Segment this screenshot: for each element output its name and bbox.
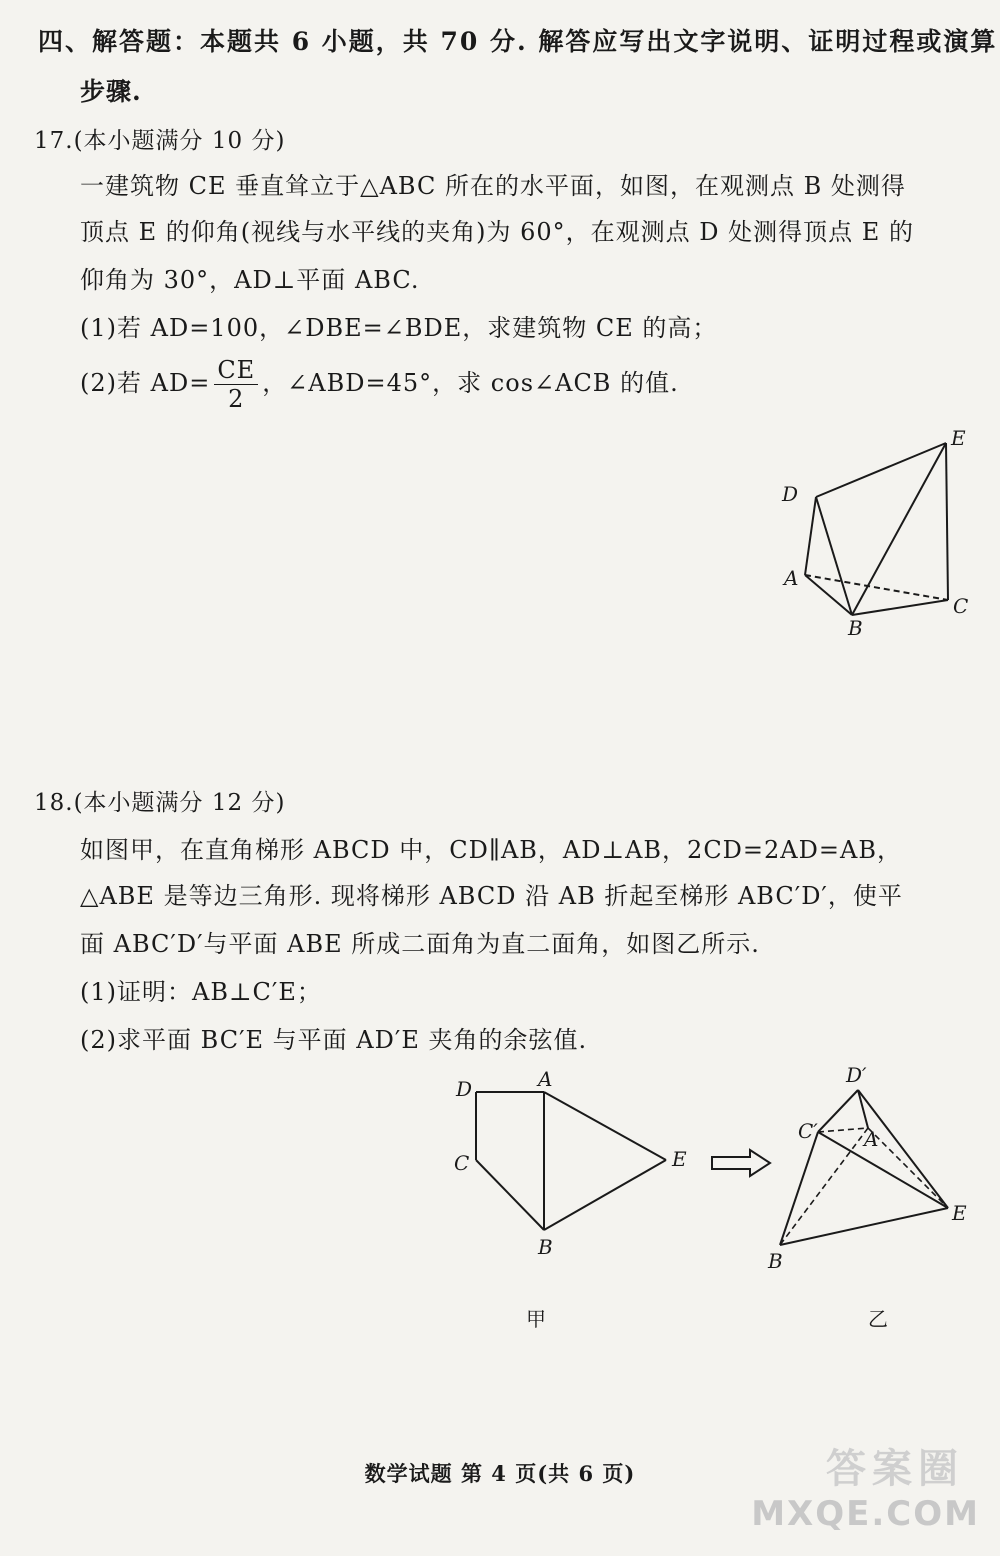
- yi-label-a: A: [864, 1127, 879, 1151]
- q17-part2: [80, 356, 679, 413]
- watermark-logo: 答案圈: [826, 1446, 964, 1492]
- caption-yi: 乙: [868, 1307, 888, 1331]
- q17-label-c: C: [953, 594, 969, 618]
- q18-header: [34, 784, 285, 817]
- q17-line1: 一建筑物 CE 垂直耸立于△ABC 所在的水平面，如图，在观测点 B 处测得: [80, 172, 906, 200]
- jia-label-d: D: [456, 1077, 473, 1101]
- yi-label-e: E: [952, 1201, 967, 1225]
- q17-part2-post: ，∠ABD=45°，求 cos∠ACB 的值.: [262, 369, 679, 397]
- jia-label-a: A: [538, 1067, 553, 1091]
- q17-label-d: D: [782, 482, 799, 506]
- caption-jia: 甲: [526, 1307, 546, 1331]
- yi-label-b: B: [768, 1249, 783, 1273]
- jia-label-e: E: [672, 1147, 687, 1171]
- q17-label-b: B: [848, 616, 863, 640]
- section-heading-cont: 步骤.: [80, 77, 142, 106]
- q17-label-e: E: [951, 426, 966, 450]
- q18-number: 18.: [34, 790, 74, 816]
- yi-label-d: D′: [846, 1063, 867, 1087]
- q17-number: 17.: [34, 128, 74, 154]
- section-heading: 四、解答题：本题共 6 小题，共 70 分. 解答应写出文字说明、证明过程或演算: [38, 27, 998, 56]
- q17-figure: [770, 425, 990, 640]
- jia-label-c: C: [454, 1151, 470, 1175]
- q17-frac-den: 2: [228, 385, 245, 413]
- q17-line2: 顶点 E 的仰角(视线与水平线的夹角)为 60°，在观测点 D 处测得顶点 E 的: [80, 218, 914, 246]
- jia-label-b: B: [538, 1235, 553, 1259]
- q17-score: (本小题满分 10 分): [73, 128, 286, 154]
- q18-part2: (2)求平面 BC′E 与平面 AD′E 夹角的余弦值.: [80, 1026, 588, 1054]
- q17-part1: (1)若 AD=100，∠DBE=∠BDE，求建筑物 CE 的高；: [80, 314, 718, 342]
- q17-header: [34, 122, 285, 155]
- q18-figure-yi: [760, 1060, 990, 1340]
- q18-line3: 面 ABC′D′与平面 ABE 所成二面角为直二面角，如图乙所示.: [80, 930, 760, 958]
- page-footer: 数学试题 第 4 页(共 6 页): [364, 1461, 636, 1486]
- q17-fraction: [214, 356, 258, 413]
- q17-line3: 仰角为 30°，AD⊥平面 ABC.: [80, 266, 420, 294]
- q17-label-a: A: [784, 566, 799, 590]
- q18-line1: 如图甲，在直角梯形 ABCD 中，CD∥AB，AD⊥AB，2CD=2AD=AB，: [80, 836, 902, 864]
- q17-part2-pre: (2)若 AD=: [80, 369, 211, 397]
- yi-label-c: C′: [798, 1119, 818, 1143]
- q17-frac-num: CE: [214, 356, 258, 385]
- q18-part1: (1)证明：AB⊥C′E；: [80, 978, 322, 1006]
- q18-line2: △ABE 是等边三角形. 现将梯形 ABCD 沿 AB 折起至梯形 ABC′D′，使平: [80, 882, 903, 910]
- watermark-url: MXQE.COM: [751, 1494, 980, 1534]
- q18-score: (本小题满分 12 分): [73, 790, 286, 816]
- q18-figure-jia: [440, 1067, 720, 1340]
